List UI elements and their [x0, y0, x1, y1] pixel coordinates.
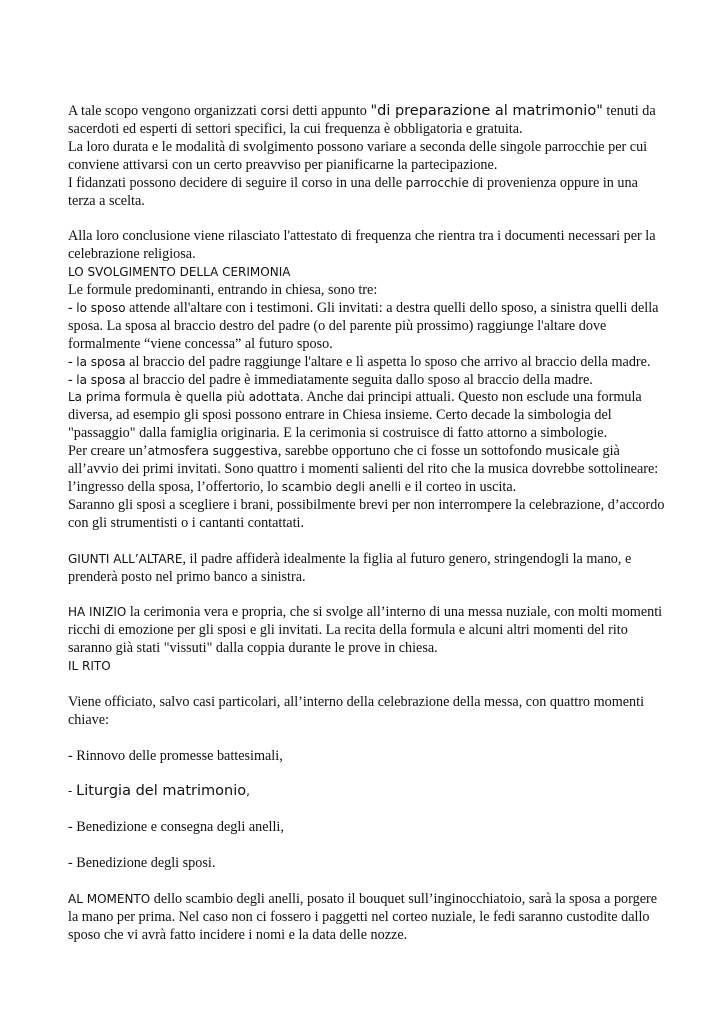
text: , il padre affiderà idealmente la figlia al futuro genero, stringendogli la mano, e prenderà posto nel primo banco a sinistra. — [68, 550, 632, 585]
text: A tale scopo vengono organizzati — [68, 103, 261, 119]
text: di provenienza oppure in una terza a scelta. — [68, 174, 638, 209]
list-item-liturgia — [68, 783, 668, 801]
paragraph-inizio — [68, 604, 668, 658]
paragraph-fidanzati — [68, 175, 668, 211]
text: la cerimonia vera e propria, che si svolge all’interno di una messa nuziale, con molti momenti ricchi di emozione per gli sposi e gli invitati. La recita della formula e alcuni altri momenti del rito saranno già stati "vissuti" dalla coppia durante le prove in chiesa. — [68, 604, 663, 657]
text: HA INIZIO — [68, 605, 127, 620]
document-page — [68, 103, 668, 944]
list-item-benedizione-anelli: - Benedizione e consegna degli anelli, — [68, 819, 284, 836]
text: - — [68, 784, 77, 799]
list-item-benedizione-sposi: - Benedizione degli sposi. — [68, 854, 216, 871]
heading-svolgimento: LO SVOLGIMENTO DELLA CERIMONIA — [68, 265, 291, 280]
text: e il corteo in uscita. — [401, 479, 517, 496]
text: tenuti da sacerdoti ed esperti di settori specifici, la cui frequenza è obbligatoria e gratuita. — [68, 103, 656, 137]
text: GIUNTI ALL’ALTARE — [68, 551, 183, 566]
link-liturgia-matrimonio[interactable]: Liturgia del matrimonio — [76, 783, 247, 800]
heading-rito: IL RITO — [68, 659, 111, 674]
paragraph-altare — [68, 551, 668, 587]
link-musicale[interactable]: musicale — [545, 444, 599, 459]
link-corsi[interactable]: corsi — [260, 104, 289, 118]
paragraph-attestato: Alla loro conclusione viene rilasciato l'attestato di frequenza che rientra tra i documenti necessari per la celebrazione religiosa. — [68, 228, 656, 263]
text: I fidanzati possono decidere di seguire il corso in una delle — [68, 174, 406, 191]
text: - — [68, 353, 77, 370]
link-la-sposa[interactable]: la sposa — [76, 372, 126, 387]
text: , — [246, 784, 250, 799]
text: AL MOMENTO — [68, 891, 151, 906]
paragraph-formula-3 — [68, 372, 668, 390]
link-lo-sposo[interactable]: lo sposo — [76, 300, 126, 315]
text: al braccio del padre raggiunge l'altare e lì aspetta lo sposo che arrivo al braccio della madre. — [125, 353, 651, 370]
paragraph-formula-2 — [68, 354, 668, 372]
paragraph-momento — [68, 891, 668, 945]
paragraph-corsi — [68, 103, 668, 139]
link-prima-formula[interactable]: La prima formula è quella più adottata. — [68, 390, 304, 405]
text: - — [68, 299, 77, 316]
link-scambio-anelli[interactable]: scambio degli anelli — [281, 480, 402, 495]
list-item-rinnovo: - Rinnovo delle promesse battesimali, — [68, 747, 283, 764]
text: al braccio del padre è immediatamente seguita dallo sposo al braccio della madre. — [125, 371, 593, 388]
link-parrocchie[interactable]: parrocchie — [405, 175, 469, 190]
text: Anche dai principi attuali. Questo non esclude una formula diversa, ad esempio gli sposi possono entrare in Chiesa insieme. Certo decade la simbologia del "passaggio" dalla famiglia originaria. E la cerimonia si costruisce di fatto attorno a simbologie. — [68, 389, 642, 442]
text: attende all'altare con i testimoni. Gli invitati: a destra quelli dello sposo, a sinistra quelli della sposa. La sposa al braccio destro del padre (o del parente più prossimo) raggiunge l'altare dove formalmente “viene concessa” al futuro sposo. — [68, 299, 659, 352]
text: dello scambio degli anelli, posato il bouquet sull’inginocchiatoio, sarà la sposa a porgere la mano per prima. Nel caso non ci fossero i paggetti nel corteo nuziale, le fedi saranno custodite dallo sposo che vi avrà fatto incidere i nomi e la data delle nozze. — [68, 890, 658, 943]
link-atmosfera-suggestiva[interactable]: atmosfera suggestiva — [147, 444, 278, 459]
link-la-sposa[interactable]: la sposa — [76, 354, 126, 369]
paragraph-atmosfera — [68, 443, 668, 497]
paragraph-brani: Saranno gli sposi a scegliere i brani, possibilmente brevi per non interrompere la celebrazione, d’accordo con gli strumentisti o i cantanti contattati. — [68, 496, 665, 531]
paragraph-officiato: Viene officiato, salvo casi particolari, all’interno della celebrazione della messa, con quattro momenti chiave: — [68, 693, 645, 728]
link-preparazione-matrimonio[interactable]: "di preparazione al matrimonio" — [370, 103, 603, 119]
paragraph-prima-formula — [68, 389, 668, 443]
text: , sarebbe opportuno che ci fosse un sottofondo — [277, 443, 546, 460]
paragraph-formula-1 — [68, 300, 668, 354]
text: - — [68, 371, 77, 388]
paragraph-durata: La loro durata e le modalità di svolgimento possono variare a seconda delle singole parrocchie per cui conviene attivarsi con un certo preavviso per pianificarne la partecipazione. — [68, 138, 648, 173]
text: detti appunto — [288, 103, 371, 119]
text: già all’avvio dei primi invitati. Sono quattro i momenti salienti del rito che la musica dovrebbe sottolineare: l’ingresso della sposa, l’offertorio, lo — [68, 443, 659, 496]
text: Per creare un’ — [68, 443, 148, 460]
paragraph-formule: Le formule predominanti, entrando in chiesa, sono tre: — [68, 282, 378, 299]
